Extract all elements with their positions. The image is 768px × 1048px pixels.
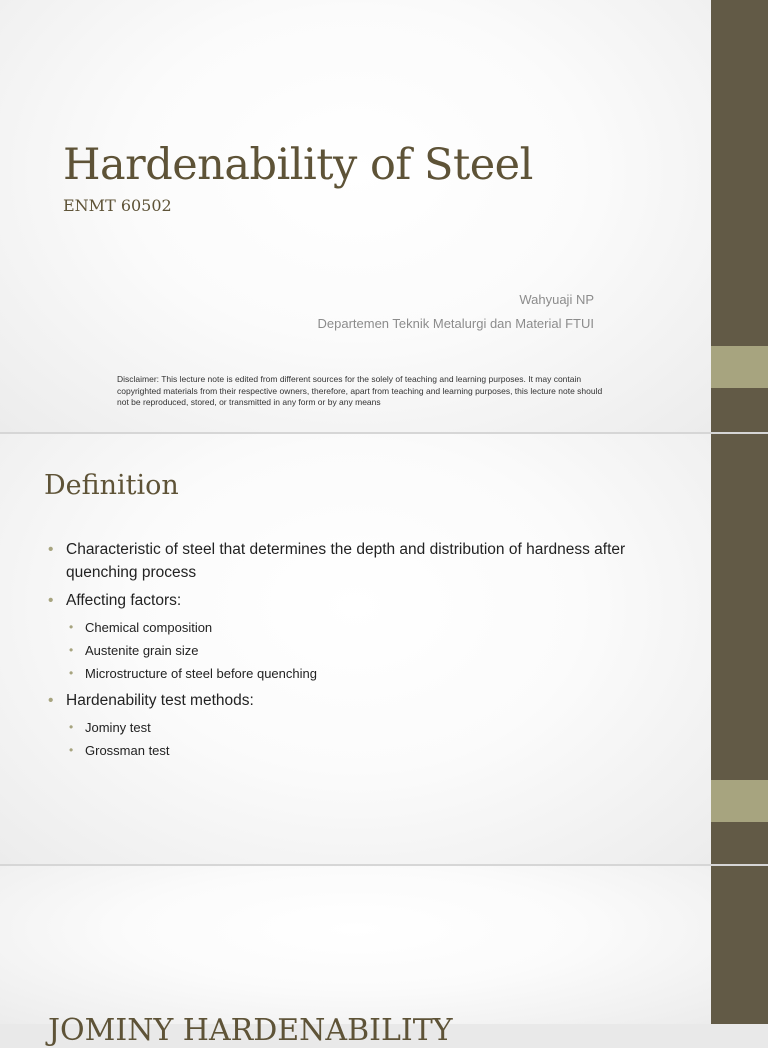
bullet-icon: • <box>69 666 74 680</box>
disclaimer-text: Disclaimer: This lecture note is edited from different sources for the solely of teaching and learning purposes. It may contain copyrighted materials from their respective owners, therefore, apart from teaching and learning purposes, this lecture note should not be reproduced, stored, or transmitted in any form or by any means <box>117 374 603 407</box>
department-name: Departemen Teknik Metalurgi dan Material FTUI <box>317 316 594 331</box>
bullet-item <box>48 538 688 584</box>
sub-bullet-item <box>69 717 688 738</box>
bullet-text: Characteristic of steel that determines the depth and distribution of hardness after quenching process <box>66 541 626 581</box>
bullet-text: Affecting factors: <box>66 592 182 609</box>
side-bar-accent <box>711 346 768 388</box>
slide-heading: Definition <box>44 470 179 501</box>
bullet-icon: • <box>69 743 74 757</box>
sub-bullet-item <box>69 663 688 684</box>
bullet-item <box>48 689 688 712</box>
sub-bullet-text: Microstructure of steel before quenching <box>85 666 317 681</box>
title-slide <box>0 0 711 432</box>
bullet-icon: • <box>48 592 54 609</box>
slide-heading: JOMINY HARDENABILITY <box>48 1013 453 1048</box>
sub-bullet-item <box>69 640 688 661</box>
bullet-icon: • <box>69 620 74 634</box>
bullet-list <box>48 538 688 763</box>
sub-bullet-text: Chemical composition <box>85 620 213 635</box>
bullet-icon: • <box>69 720 74 734</box>
jominy-slide <box>0 866 711 1048</box>
course-code: ENMT 60502 <box>63 196 172 215</box>
side-bar <box>711 866 768 1024</box>
side-bar-accent <box>711 780 768 822</box>
author-name: Wahyuaji NP <box>519 292 594 307</box>
bullet-item <box>48 589 688 612</box>
side-bar <box>711 0 768 432</box>
bullet-icon: • <box>48 541 54 558</box>
sub-bullet-text: Grossman test <box>85 743 170 758</box>
sub-bullet-text: Austenite grain size <box>85 643 199 658</box>
definition-slide <box>0 434 711 864</box>
bullet-icon: • <box>48 692 54 709</box>
bullet-text: Hardenability test methods: <box>66 692 254 709</box>
slide-title: Hardenability of Steel <box>63 140 533 190</box>
sub-bullet-text: Jominy test <box>85 720 151 735</box>
sub-bullet-item <box>69 617 688 638</box>
side-bar <box>711 434 768 864</box>
sub-bullet-item <box>69 740 688 761</box>
bullet-icon: • <box>69 643 74 657</box>
